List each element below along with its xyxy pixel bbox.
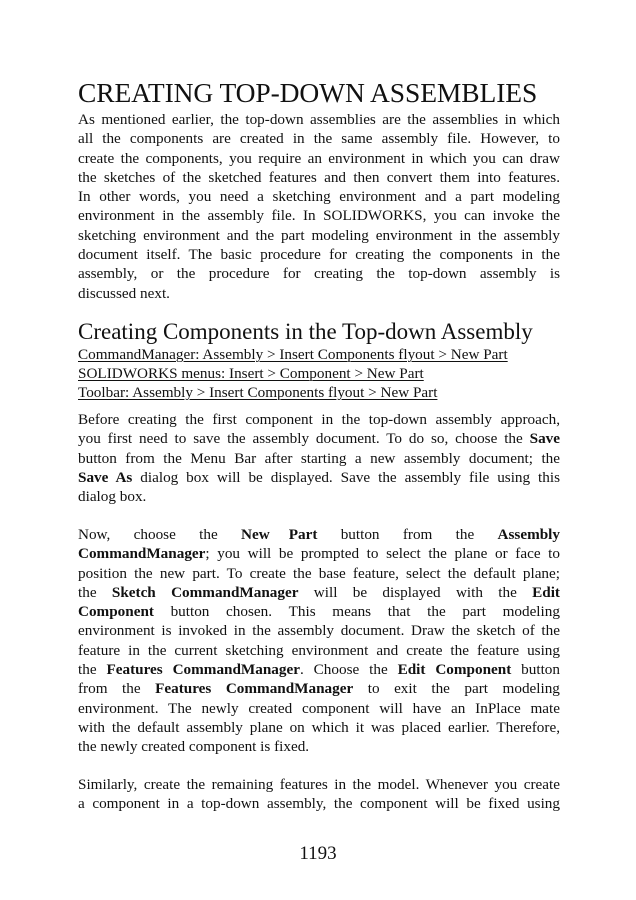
word: the <box>122 680 141 698</box>
text-span: you first need to save the assembly document. To do so, choose the <box>78 430 530 448</box>
bold-term-edit-component: Edit Component <box>397 661 512 679</box>
commandmanager-path-link[interactable]: CommandManager: Assembly > Insert Components flyout > New Part <box>78 346 508 363</box>
text-line: environment. The newly created component will have an InPlace mate <box>78 699 560 717</box>
word: exit <box>394 680 417 698</box>
section-heading: CREATING TOP-DOWN ASSEMBLIES <box>78 77 538 108</box>
word: chosen. <box>226 603 273 621</box>
text-line: In other words, you need a sketching environment and a part modeling <box>78 188 560 206</box>
word: Now, <box>78 526 111 543</box>
text-line: the sketches of the sketched features and then convert them into features. <box>78 168 560 186</box>
word: with <box>455 583 483 601</box>
text-line <box>78 602 560 621</box>
text-line: Before creating the first component in the top-down assembly approach, <box>78 411 560 428</box>
text-line <box>78 679 560 698</box>
word: the <box>427 603 446 621</box>
text-line <box>78 429 560 448</box>
word: be <box>352 583 368 601</box>
word: means <box>332 603 372 621</box>
subsection-heading: Creating Components in the Top-down Assembly <box>78 319 533 344</box>
text-span: button <box>511 661 560 679</box>
text-line: Similarly, create the remaining features in the model. Whenever you create <box>78 776 560 793</box>
text-line: the newly created component is fixed. <box>78 738 310 756</box>
text-line: button from the Menu Bar after starting a new assembly document; the <box>78 449 560 467</box>
bold-term-assembly: Assembly <box>497 526 560 543</box>
save-paragraph <box>78 410 560 506</box>
text-line: all the components are created in the same assembly file. However, to <box>78 130 560 148</box>
word: will <box>313 583 338 601</box>
solidworks-menus-path-link[interactable]: SOLIDWORKS menus: Insert > Component > New Part <box>78 365 424 382</box>
bold-term-commandmanager: CommandManager <box>78 545 206 563</box>
text-span: ; you will be prompted to select the plane or face to <box>205 545 560 563</box>
text-line <box>78 525 560 544</box>
bold-term-part: Part <box>288 526 318 543</box>
word: choose <box>133 526 176 543</box>
text-line: assembly, or the procedure for creating the top-down assembly is <box>78 265 560 283</box>
command-paths <box>78 345 508 402</box>
text-line <box>78 468 560 487</box>
text-span: dialog box will be displayed. Save the assembly file using this <box>132 468 560 486</box>
bold-term-component: Component <box>78 603 154 621</box>
text-span: the <box>78 661 107 679</box>
text-line: a component in a top-down assembly, the component will be fixed using <box>78 795 560 813</box>
bold-term-save: Save <box>529 430 560 448</box>
word: button <box>340 526 380 543</box>
word: the <box>78 583 97 601</box>
text-line <box>78 544 560 563</box>
text-line: environment is invoked in the assembly document. Draw the sketch of the <box>78 622 560 640</box>
text-line: sketching environment and the part modeling environment in the assembly <box>78 226 560 244</box>
bold-term-features: Features <box>155 680 212 698</box>
text-line: As mentioned earlier, the top-down assemblies are the assemblies in which <box>78 111 560 128</box>
word: This <box>288 603 316 621</box>
word: button <box>170 603 210 621</box>
word: from <box>402 526 433 543</box>
word: displayed <box>382 583 441 601</box>
new-part-paragraph <box>78 525 560 757</box>
word: part <box>462 603 486 621</box>
text-line: document itself. The basic procedure for creating the components in the <box>78 246 560 264</box>
word: the <box>498 583 517 601</box>
bold-term-commandmanager: CommandManager <box>225 680 354 698</box>
word: that <box>387 603 411 621</box>
bold-term-commandmanager: CommandManager <box>171 583 299 601</box>
bold-term-new: New <box>241 526 270 543</box>
text-line <box>78 660 560 679</box>
bold-term-edit: Edit <box>532 583 560 601</box>
word: the <box>431 680 450 698</box>
text-line: create the components, you require an environment in which you can draw <box>78 149 560 167</box>
page-number: 1193 <box>299 843 337 864</box>
text-line: feature in the current sketching environment and create the feature using <box>78 641 560 659</box>
bold-term-sketch: Sketch <box>111 583 156 601</box>
text-line: discussed next. <box>78 284 170 302</box>
word: modeling <box>502 680 560 698</box>
text-line <box>78 583 560 602</box>
word: to <box>367 680 380 698</box>
bold-term-features-commandmanager: Features CommandManager <box>106 661 300 679</box>
word: from <box>78 680 108 698</box>
word: modeling <box>502 603 560 621</box>
word: the <box>455 526 475 543</box>
word: the <box>199 526 218 543</box>
text-line: position the new part. To create the base feature, select the default plane; <box>78 564 560 582</box>
intro-paragraph <box>78 110 560 303</box>
text-line: dialog box. <box>78 488 147 506</box>
word: part <box>464 680 489 698</box>
toolbar-path-link[interactable]: Toolbar: Assembly > Insert Components flyout > New Part <box>78 384 438 401</box>
bold-term-save-as: Save As <box>78 468 133 486</box>
text-line: environment in the assembly file. In SOLIDWORKS, you can invoke the <box>78 207 560 225</box>
text-line: with the default assembly plane on which it was placed earlier. Therefore, <box>78 718 560 736</box>
text-span: . Choose the <box>299 661 398 679</box>
similarly-paragraph <box>78 775 560 814</box>
